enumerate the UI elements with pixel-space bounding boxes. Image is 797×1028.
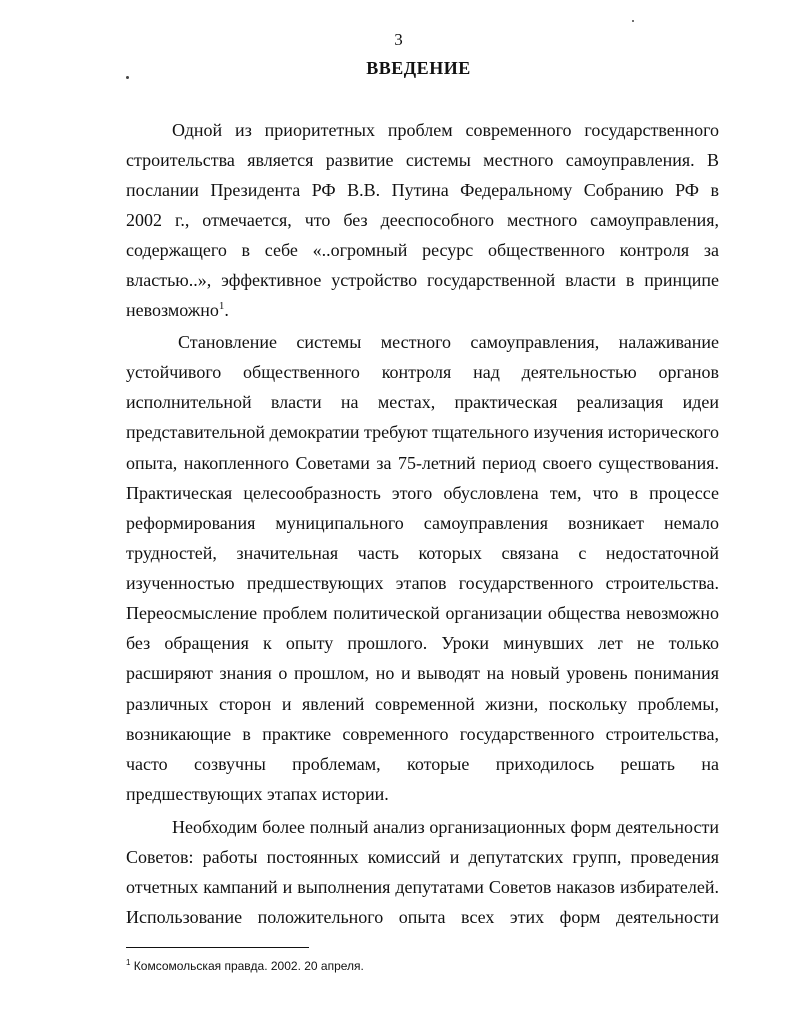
footnote-mark: 1 — [126, 958, 131, 967]
text-line: Переосмысление проблем политической организации общества невозможно — [126, 603, 719, 623]
text-line: без обращения к опыту прошлого. Уроки минувших лет не только — [126, 633, 719, 653]
text-line: 2002 г., отмечается, что без дееспособного местного самоуправления, — [126, 210, 719, 230]
text-line: Одной из приоритетных проблем современного государственного — [172, 120, 719, 140]
text-line-last: предшествующих этапах истории. — [126, 784, 389, 804]
page-number: 3 — [394, 30, 403, 49]
text-line: устойчивого общественного контроля над деятельностью органов — [126, 362, 719, 382]
text-line: строительства является развитие системы местного самоуправления. В — [126, 150, 719, 170]
footnote-reference: 1 — [218, 300, 225, 312]
text-line: властью..», эффективное устройство государственной власти в принципе — [126, 270, 719, 290]
footnote — [126, 958, 364, 974]
scan-speck — [632, 20, 634, 22]
text-line: часто созвучны проблемам, которые приходилось решать на — [126, 754, 719, 774]
text-line: опыта, накопленного Советами за 75-летний период своего существования. — [126, 453, 719, 473]
scan-speck — [126, 76, 129, 79]
text-line: реформирования муниципального самоуправления возникает немало — [126, 513, 719, 533]
footnote-text: Комсомольская правда. 2002. 20 апреля. — [133, 959, 364, 973]
footnote-separator — [126, 947, 309, 948]
text-line: Становление системы местного самоуправления, налаживание — [178, 332, 719, 352]
text-line: исполнительной власти на местах, практическая реализация идеи — [126, 392, 719, 412]
text-line: трудностей, значительная часть которых связана с недостаточной — [126, 543, 719, 563]
section-title: ВВЕДЕНИЕ — [366, 58, 471, 78]
text-line: Необходим более полный анализ организационных форм деятельности — [172, 817, 719, 837]
text-line: возникающие в практике современного государственного строительства, — [126, 724, 719, 744]
text-line: расширяют знания о прошлом, но и выводят на новый уровень понимания — [126, 663, 719, 683]
text-line: изученностью предшествующих этапов государственного строительства. — [126, 573, 719, 593]
text-line: представительной демократии требуют тщательного изучения исторического — [126, 422, 720, 442]
text-line: Использование положительного опыта всех этих форм деятельности — [126, 907, 719, 927]
text-span: . — [224, 300, 229, 320]
text-line: различных сторон и явлений современной жизни, поскольку проблемы, — [126, 694, 719, 714]
text-line: Советов: работы постоянных комиссий и депутатских групп, проведения — [126, 847, 719, 867]
text-line: Практическая целесообразность этого обусловлена тем, что в процессе — [126, 483, 719, 503]
text-span: невозможно — [126, 300, 219, 320]
text-line: послании Президента РФ В.В. Путина Федеральному Собранию РФ в — [126, 180, 719, 200]
text-line: отчетных кампаний и выполнения депутатами Советов наказов избирателей. — [126, 877, 719, 897]
text-line: содержащего в себе «..огромный ресурс общественного контроля за — [126, 240, 719, 260]
text-line-last — [126, 298, 719, 322]
